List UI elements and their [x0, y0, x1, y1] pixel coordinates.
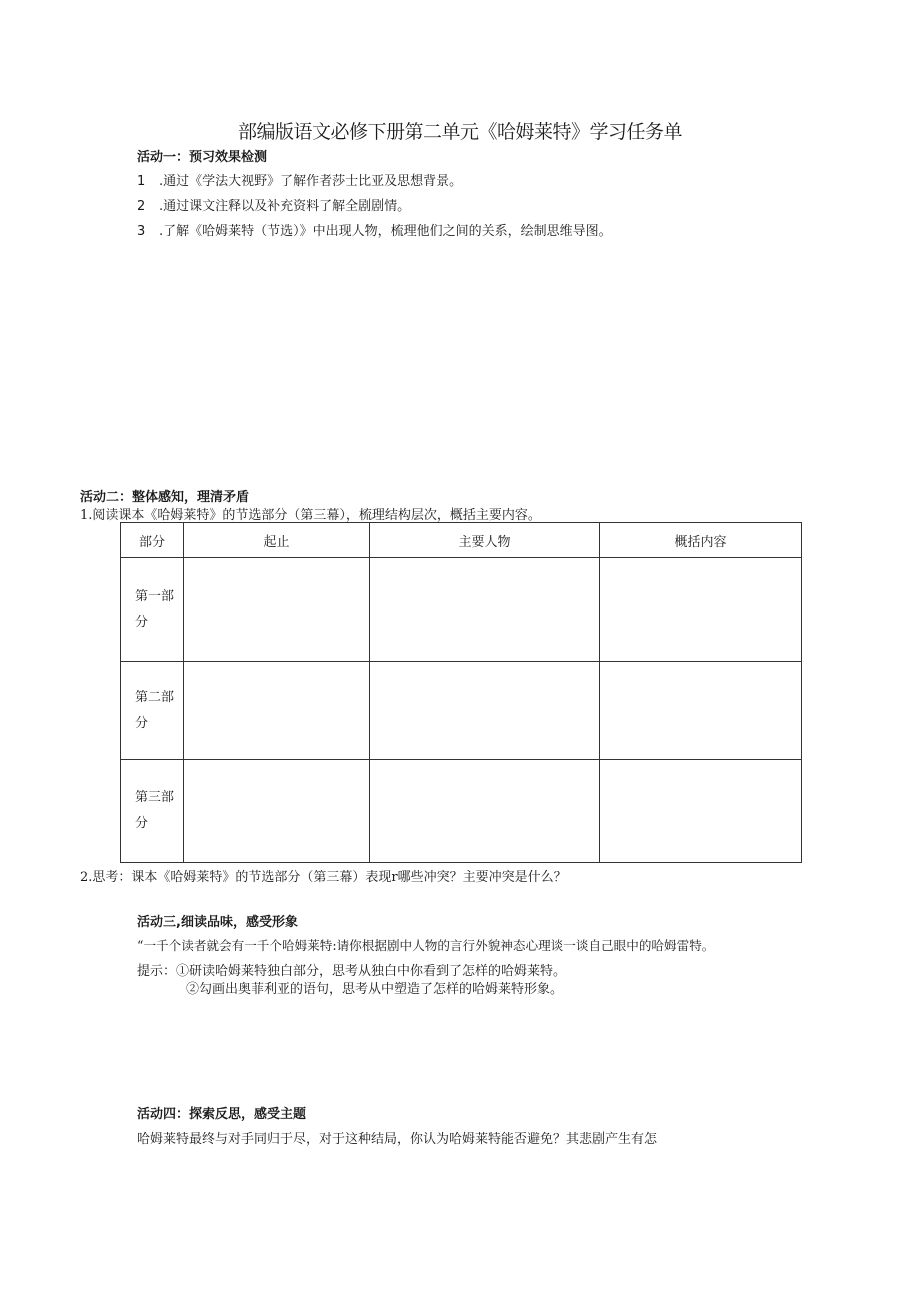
- row-label: 第一部分: [121, 558, 184, 662]
- item-text: .通过《学法大视野》了解作者莎士比亚及思想背景。: [159, 174, 463, 189]
- activity4-heading: 活动四：探索反思，感受主题: [137, 1107, 307, 1122]
- answer-cell-characters[interactable]: [370, 760, 600, 863]
- table-row: [121, 760, 802, 863]
- column-header-part: 部分: [121, 523, 184, 558]
- row-label: 第三部分: [121, 760, 184, 863]
- structure-table: [120, 522, 802, 863]
- answer-cell-range[interactable]: [184, 662, 370, 760]
- activity1-heading: 活动一：预习效果检测: [137, 150, 268, 165]
- activity1-item-3: [137, 220, 612, 239]
- table-header-row: [121, 523, 802, 558]
- answer-cell-characters[interactable]: [370, 558, 600, 662]
- item-number: 3: [137, 224, 146, 239]
- column-header-range: 起止: [184, 523, 370, 558]
- answer-cell-range[interactable]: [184, 558, 370, 662]
- item-number: 1: [137, 174, 146, 189]
- activity1-item-1: [137, 170, 462, 189]
- activity3-hint-2: ②勾画出奥菲利亚的语句，思考从中塑造了怎样的哈姆莱特形象。: [186, 982, 564, 997]
- table-row: [121, 662, 802, 760]
- row-label: 第二部分: [121, 662, 184, 760]
- table-row: [121, 558, 802, 662]
- activity4-text: 哈姆莱特最终与对手同归于尽，对于这种结局，你认为哈姆莱特能否避免？其悲剧产生有怎: [137, 1132, 658, 1147]
- activity3-heading: 活动三,细读品味，感受形象: [137, 915, 298, 930]
- activity3-quote: “一千个读者就会有一千个哈姆莱特:请你根据剧中人物的言行外貌神态心理谈一谈自己眼中的哈姆雷特。: [137, 938, 715, 953]
- answer-cell-summary[interactable]: [600, 760, 802, 863]
- answer-cell-characters[interactable]: [370, 662, 600, 760]
- item-text: .了解《哈姆莱特（节选）》中出现人物，梳理他们之间的关系，绘制思维导图。: [159, 224, 612, 239]
- answer-cell-summary[interactable]: [600, 558, 802, 662]
- activity3-hint-1: 提示：①研读哈姆莱特独白部分，思考从独白中你看到了怎样的哈姆莱特。: [137, 964, 567, 979]
- column-header-summary: 概括内容: [600, 523, 802, 558]
- item-text: .通过课文注释以及补充资料了解全剧剧情。: [159, 199, 411, 214]
- item-number: 2: [137, 199, 146, 214]
- answer-cell-summary[interactable]: [600, 662, 802, 760]
- column-header-characters: 主要人物: [370, 523, 600, 558]
- page-title: 部编版语文必修下册第二单元《哈姆莱特》学习任务单: [237, 121, 682, 143]
- activity1-item-2: [137, 195, 410, 214]
- answer-cell-range[interactable]: [184, 760, 370, 863]
- activity2-question-1: 1.阅读课本《哈姆莱特》的节选部分（第三幕），梳理结构层次，概括主要内容。: [80, 508, 541, 523]
- activity2-heading: 活动二：整体感知，理清矛盾: [80, 490, 250, 505]
- activity2-question-2: 2.思考：课本《哈姆莱特》的节选部分（第三幕）表现r哪些冲突？主要冲突是什么？: [80, 870, 567, 885]
